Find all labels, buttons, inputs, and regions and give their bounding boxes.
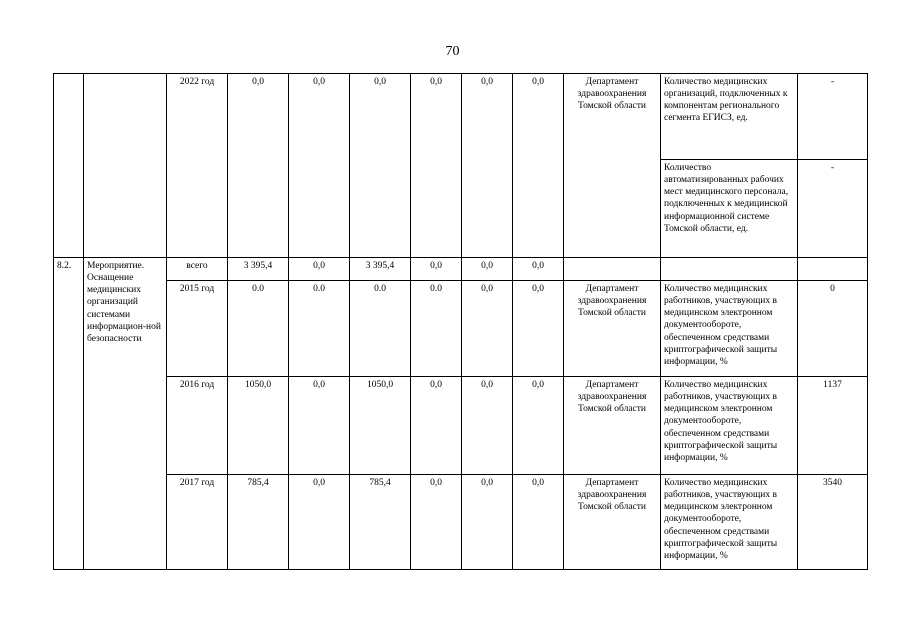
value-other: 0,0: [513, 258, 564, 281]
year-cell: 2022 год: [167, 74, 228, 258]
value-federal: 0.0: [289, 281, 350, 377]
year-cell: 2016 год: [167, 377, 228, 475]
value-total: 1050,0: [228, 377, 289, 475]
indicator-cell: Количество медицинских работников, участвующих в медицинском электронном документообороте, обеспеченном средствами криптографической защиты информации, %: [661, 281, 798, 377]
title-cell-empty: [84, 74, 167, 258]
value-tfoms: 0,0: [462, 377, 513, 475]
value-tfoms: 0,0: [462, 258, 513, 281]
indicator-cell: Количество медицинских работников, участвующих в медицинском электронном документообороте, обеспеченном средствами криптографической защиты информации, %: [661, 475, 798, 570]
indicator-cell-empty: [661, 258, 798, 281]
item-number: 8.2.: [54, 258, 84, 570]
value-local: 0,0: [411, 258, 462, 281]
indicator-value: -: [798, 160, 868, 258]
indicator-cell: Количество медицинских организаций, подключенных к компонентам регионального сегмента ЕГИСЗ, ед.: [661, 74, 798, 160]
value-other: 0,0: [513, 281, 564, 377]
value-regional: 0,0: [350, 74, 411, 258]
value-local: 0,0: [411, 475, 462, 570]
program-table: [53, 73, 868, 570]
year-cell: 2015 год: [167, 281, 228, 377]
value-other: 0,0: [513, 74, 564, 258]
executor-cell: Департамент здравоохранения Томской области: [564, 281, 661, 377]
value-tfoms: 0,0: [462, 74, 513, 258]
value-other: 0,0: [513, 377, 564, 475]
table-row: [54, 475, 868, 570]
value-local: 0.0: [411, 281, 462, 377]
number-cell-empty: [54, 74, 84, 258]
indicator-value: 3540: [798, 475, 868, 570]
executor-cell-empty: [564, 258, 661, 281]
value-federal: 0,0: [289, 377, 350, 475]
value-federal: 0,0: [289, 475, 350, 570]
page-number: 70: [445, 44, 460, 59]
executor-cell: Департамент здравоохранения Томской области: [564, 74, 661, 258]
value-total: 0,0: [228, 74, 289, 258]
value-federal: 0,0: [289, 74, 350, 258]
indicator-value: 0: [798, 281, 868, 377]
value-regional: 0.0: [350, 281, 411, 377]
indicator-cell: Количество автоматизированных рабочих мест медицинского персонала, подключенных к медицинской информационной системе Томской области, ед.: [661, 160, 798, 258]
table-row: [54, 74, 868, 160]
value-federal: 0,0: [289, 258, 350, 281]
value-total: 3 395,4: [228, 258, 289, 281]
table-row: [54, 258, 868, 281]
value-regional: 3 395,4: [350, 258, 411, 281]
indicator-value: 1137: [798, 377, 868, 475]
year-cell: всего: [167, 258, 228, 281]
value-local: 0,0: [411, 74, 462, 258]
indicator-value: -: [798, 74, 868, 160]
table-row: [54, 281, 868, 377]
value-total: 785,4: [228, 475, 289, 570]
item-title: Мероприятие. Оснащение медицинских организаций системами информацион-ной безопасности: [84, 258, 167, 570]
indicator-cell: Количество медицинских работников, участвующих в медицинском электронном документообороте, обеспеченном средствами криптографической защиты информации, %: [661, 377, 798, 475]
year-cell: 2017 год: [167, 475, 228, 570]
value-tfoms: 0,0: [462, 281, 513, 377]
table-row: [54, 377, 868, 475]
executor-cell: Департамент здравоохранения Томской области: [564, 475, 661, 570]
value-total: 0.0: [228, 281, 289, 377]
value-regional: 785,4: [350, 475, 411, 570]
value-local: 0,0: [411, 377, 462, 475]
value-tfoms: 0,0: [462, 475, 513, 570]
indicator-value-empty: [798, 258, 868, 281]
value-other: 0,0: [513, 475, 564, 570]
executor-cell: Департамент здравоохранения Томской области: [564, 377, 661, 475]
value-regional: 1050,0: [350, 377, 411, 475]
